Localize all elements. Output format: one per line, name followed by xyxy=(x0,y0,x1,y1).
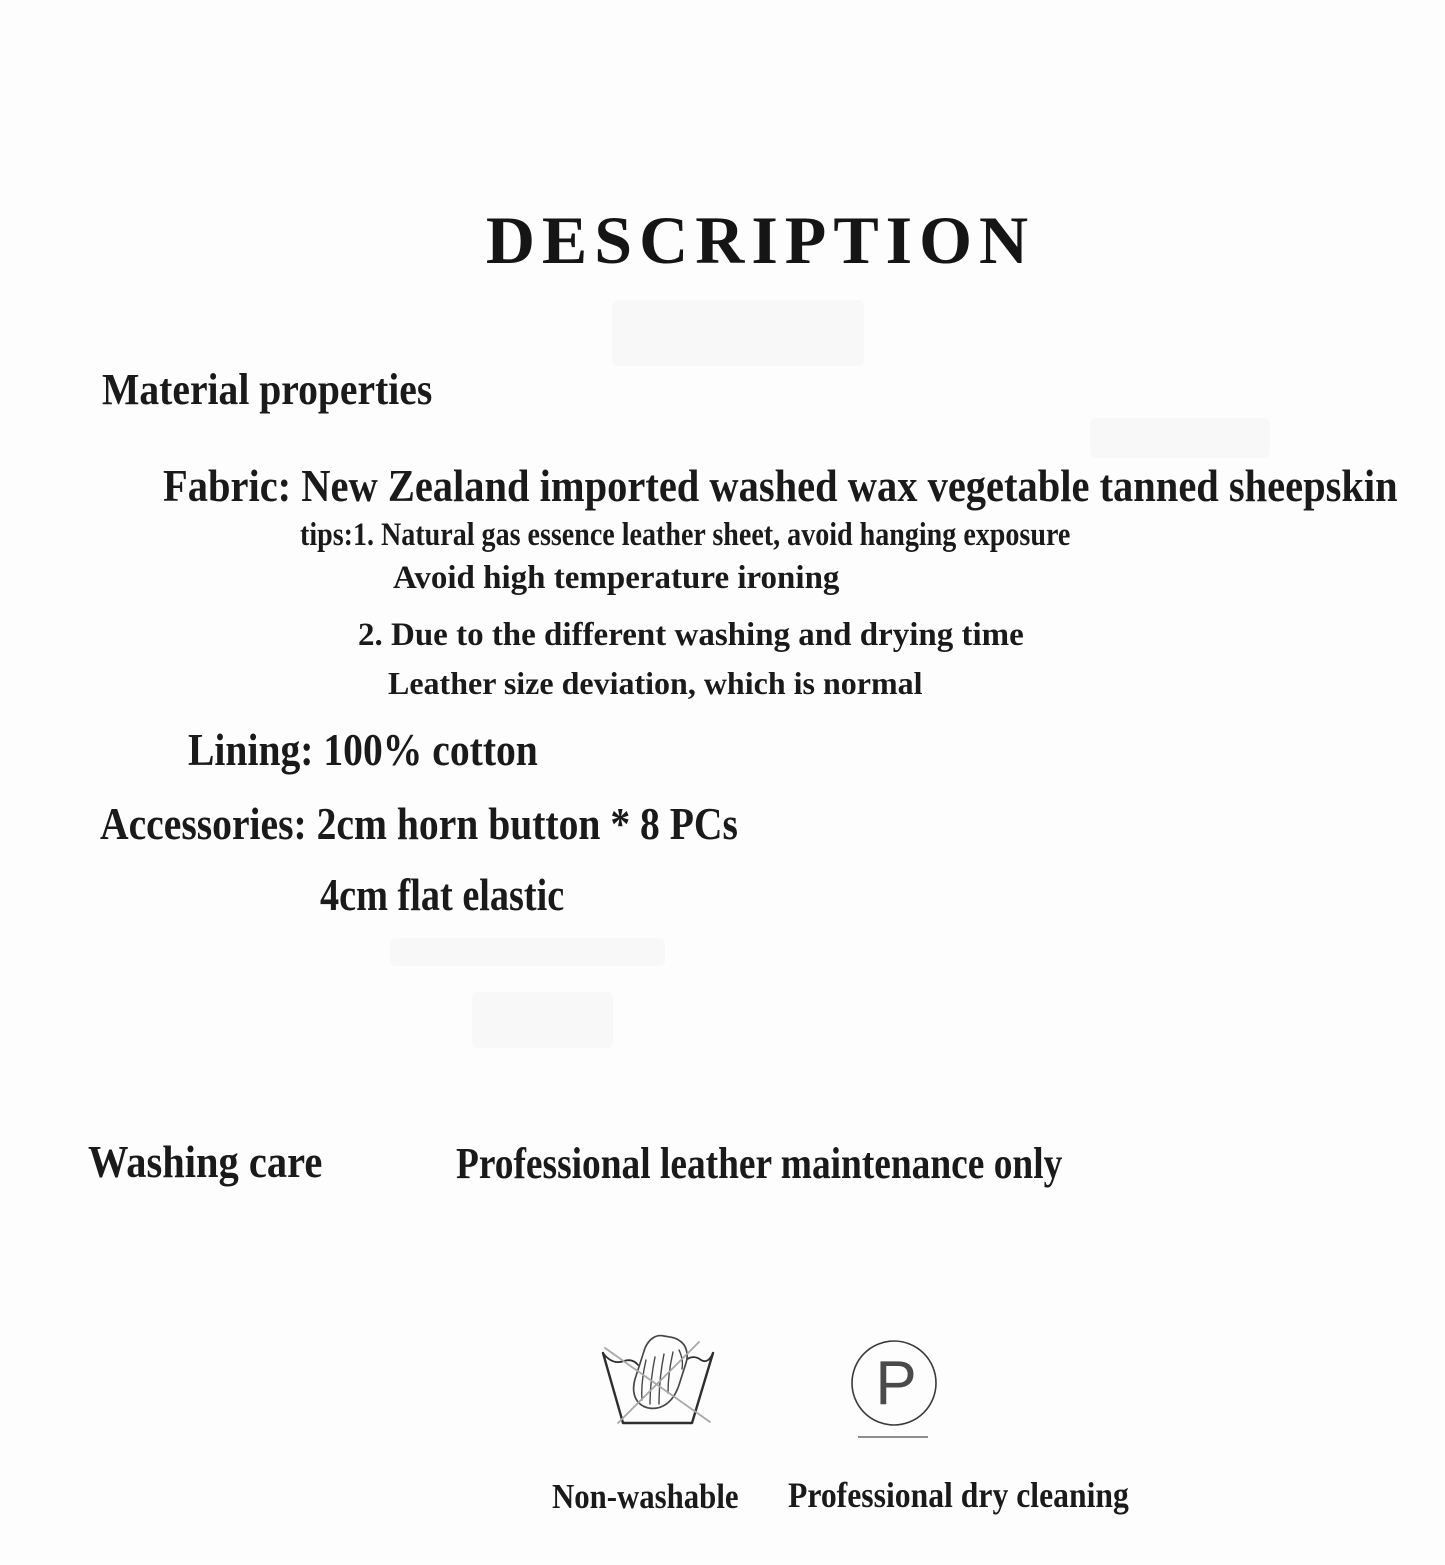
washing-care-heading: Washing care xyxy=(88,1136,323,1187)
fabric-tip-2: 2. Due to the different washing and drying time xyxy=(358,617,1024,653)
professional-dry-cleaning-icon xyxy=(830,1320,960,1450)
page-title: DESCRIPTION xyxy=(485,202,1036,278)
background-artifact xyxy=(472,992,613,1048)
background-artifact xyxy=(390,938,665,966)
background-artifact xyxy=(612,300,864,366)
accessories-line-2: 4cm flat elastic xyxy=(320,870,565,920)
accessories-line: Accessories: 2cm horn button * 8 PCs xyxy=(100,799,738,849)
dry-clean-letter: P xyxy=(875,1349,917,1418)
non-washable-label: Non-washable xyxy=(552,1477,739,1516)
fabric-tip-1: tips:1. Natural gas essence leather sheet, avoid hanging exposure xyxy=(300,517,1071,553)
non-washable-icon xyxy=(585,1320,735,1450)
water-line xyxy=(685,1353,713,1361)
fabric-line: Fabric: New Zealand imported washed wax vegetable tanned sheepskin xyxy=(163,460,1398,511)
washing-care-note: Professional leather maintenance only xyxy=(456,1139,1063,1188)
lining-line: Lining: 100% cotton xyxy=(188,725,538,775)
fabric-tip-2b: Leather size deviation, which is normal xyxy=(388,665,923,701)
professional-dry-cleaning-label: Professional dry cleaning xyxy=(788,1475,1129,1515)
fabric-tip-1b: Avoid high temperature ironing xyxy=(393,560,840,596)
material-properties-heading: Material properties xyxy=(102,365,433,414)
background-artifact xyxy=(1090,418,1270,458)
